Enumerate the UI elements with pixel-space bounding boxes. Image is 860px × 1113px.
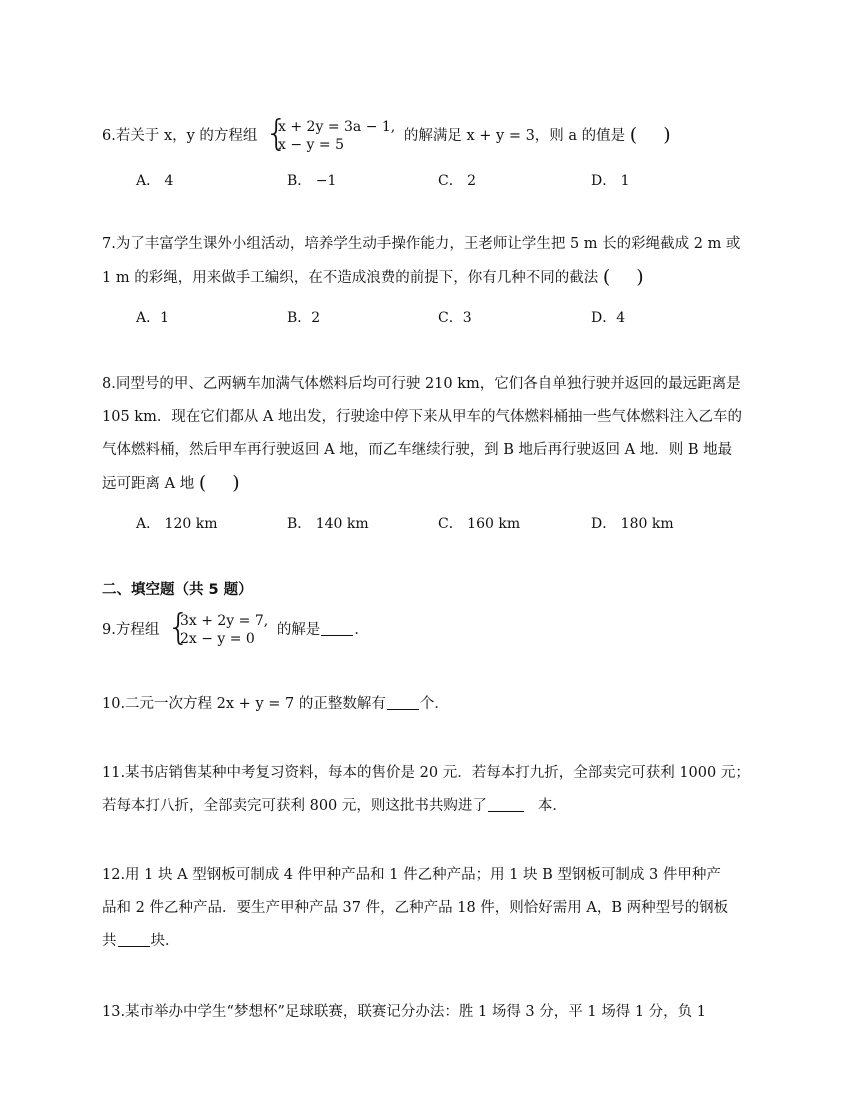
option-d[interactable]: D． 180 km bbox=[591, 516, 674, 532]
question-6-stem bbox=[102, 113, 762, 154]
equation-1: 3x + 2y = 7, bbox=[179, 613, 269, 629]
option-c[interactable]: C．3 bbox=[438, 310, 472, 326]
question-13 bbox=[102, 996, 762, 1029]
question-10-prefix: 10.二元一次方程 2x + y = 7 的正整数解有 bbox=[102, 696, 386, 712]
option-b[interactable]: B． −1 bbox=[287, 173, 337, 189]
option-d[interactable]: D．4 bbox=[591, 310, 626, 326]
option-c[interactable]: C． 2 bbox=[438, 173, 477, 189]
question-12-line-2: 品和 2 件乙种产品．要生产甲种产品 37 件，乙种产品 18 件，则恰好需用 A，B 两种型号的钢板 bbox=[102, 900, 729, 916]
question-11 bbox=[102, 757, 762, 823]
equation-1: x + 2y = 3a − 1, bbox=[278, 119, 396, 135]
answer-blank[interactable] bbox=[118, 932, 150, 947]
brace-icon: { bbox=[166, 607, 190, 648]
answer-blank[interactable] bbox=[488, 797, 524, 812]
question-6-suffix: 的解满足 x + y = 3，则 a 的值是 bbox=[403, 128, 626, 144]
brace-icon: { bbox=[265, 113, 288, 154]
question-8-line-1: 8.同型号的甲、乙两辆车加满气体燃料后均可行驶 210 km，它们各自单独行驶并返回的最远距离是 bbox=[102, 376, 741, 392]
question-6-prefix: 6.若关于 x，y 的方程组 bbox=[102, 128, 258, 144]
equation-2: x − y = 5 bbox=[278, 137, 345, 153]
answer-paren-open: ( bbox=[629, 124, 638, 146]
question-11-line-2 bbox=[102, 790, 762, 823]
question-8-options bbox=[136, 513, 736, 537]
question-9-stem bbox=[102, 607, 762, 648]
question-10 bbox=[102, 688, 762, 721]
question-11-line-1: 11.某书店销售某种中考复习资料，每本的售价是 20 元．若每本打九折，全部卖完可获利 1000 元； bbox=[102, 765, 750, 781]
question-11-line-2-prefix: 若每本打八折，全部卖完可获利 800 元，则这批书共购进了 bbox=[102, 798, 487, 814]
option-b[interactable]: B．2 bbox=[287, 310, 321, 326]
option-b[interactable]: B． 140 km bbox=[287, 516, 369, 532]
question-10-end: 个． bbox=[419, 696, 449, 712]
question-8-line-4-text: 远可距离 A 地 bbox=[102, 476, 195, 492]
answer-paren-close: ) bbox=[636, 266, 644, 288]
option-a[interactable]: A． 4 bbox=[136, 173, 174, 189]
option-c[interactable]: C． 160 km bbox=[438, 516, 521, 532]
question-9-end: ． bbox=[354, 622, 369, 638]
question-7 bbox=[102, 228, 762, 295]
question-12-line-3-prefix: 共 bbox=[102, 933, 117, 949]
question-12-line-3 bbox=[102, 925, 762, 958]
question-7-line-2 bbox=[102, 261, 762, 295]
answer-paren-open: ( bbox=[198, 472, 207, 494]
question-10-stem bbox=[102, 688, 762, 721]
question-8-line-2: 105 km．现在它们都从 A 地出发，行驶途中停下来从甲车的气体燃料桶抽一些气体燃料注入乙车的 bbox=[102, 409, 743, 425]
option-d[interactable]: D． 1 bbox=[591, 173, 630, 189]
equation-system-q9 bbox=[166, 607, 269, 648]
question-12-line-1: 12.用 1 块 A 型钢板可制成 4 件甲种产品和 1 件乙种产品；用 1 块 B 型钢板可制成 3 件甲种产 bbox=[102, 867, 721, 883]
option-a[interactable]: A．1 bbox=[136, 310, 170, 326]
question-12 bbox=[102, 859, 762, 958]
question-6 bbox=[102, 113, 762, 154]
question-7-line-2-text: 1 m 的彩绳，用来做手工编织，在不造成浪费的前提下，你有几种不同的截法 bbox=[102, 270, 599, 286]
answer-blank[interactable] bbox=[387, 695, 419, 710]
question-9-prefix: 9.方程组 bbox=[102, 622, 160, 638]
question-7-options bbox=[136, 307, 736, 331]
question-6-options bbox=[136, 170, 736, 194]
question-9-suffix: 的解是 bbox=[276, 622, 321, 638]
answer-paren-open: ( bbox=[602, 266, 611, 288]
equation-2: 2x − y = 0 bbox=[179, 631, 255, 647]
section-title: 二、填空题（共 5 题） bbox=[102, 582, 253, 598]
equation-system-q6 bbox=[265, 113, 396, 154]
question-8-line-3: 气体燃料桶，然后甲车再行驶返回 A 地，而乙车继续行驶，到 B 地后再行驶返回 A 地．则 B 地最 bbox=[102, 442, 733, 458]
question-8-line-4 bbox=[102, 467, 762, 501]
question-8 bbox=[102, 368, 762, 501]
question-7-line-1: 7.为了丰富学生课外小组活动，培养学生动手操作能力，王老师让学生把 5 m 长的彩绳截成 2 m 或 bbox=[102, 236, 741, 252]
question-9 bbox=[102, 607, 762, 648]
answer-paren-close: ) bbox=[232, 472, 240, 494]
answer-blank[interactable] bbox=[321, 621, 353, 636]
answer-paren-close: ) bbox=[663, 124, 671, 146]
question-12-end: 块． bbox=[150, 933, 180, 949]
question-11-end: 本． bbox=[537, 798, 567, 814]
question-13-line-1: 13.某市举办中学生“梦想杯”足球联赛，联赛记分办法：胜 1 场得 3 分，平 1 场得 1 分，负 1 bbox=[102, 1004, 706, 1020]
option-a[interactable]: A． 120 km bbox=[136, 516, 218, 532]
